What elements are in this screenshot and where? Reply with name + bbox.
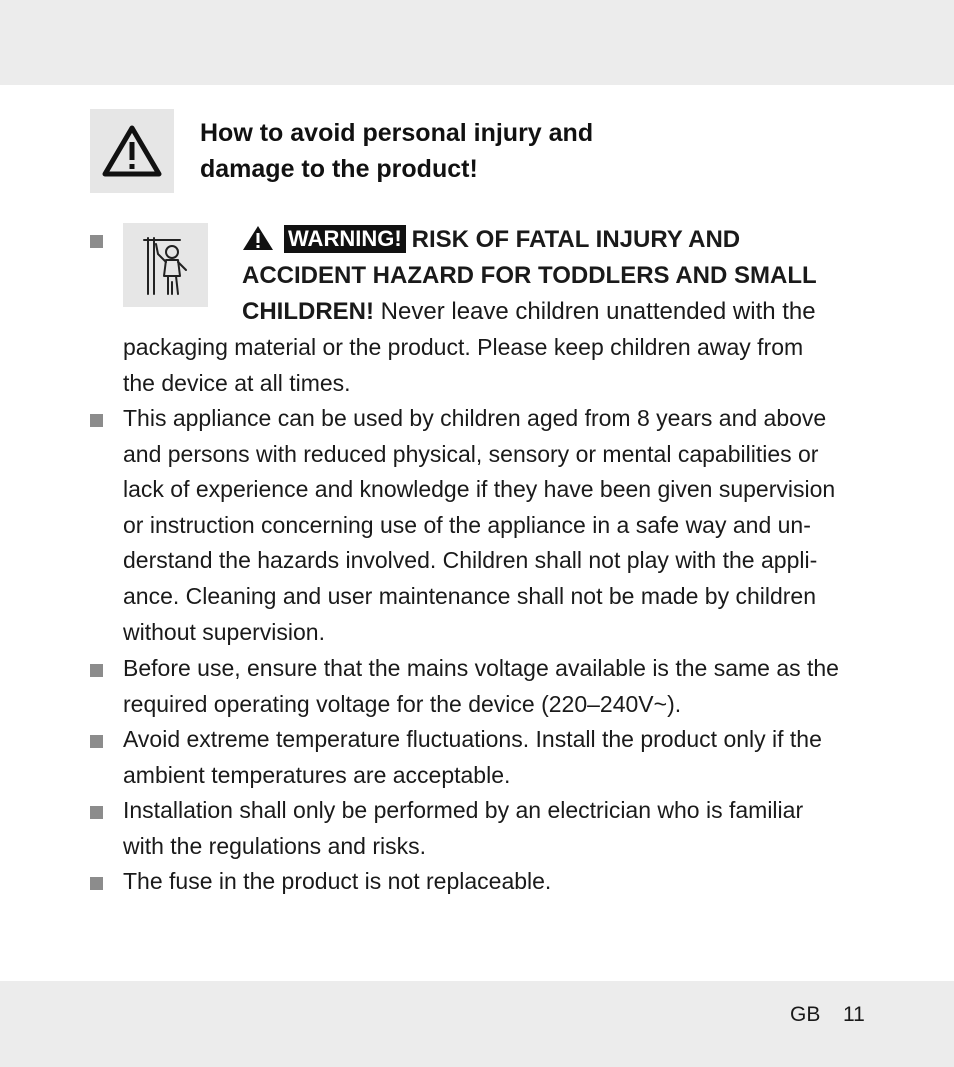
bullet-square (90, 877, 103, 890)
footer-language-code: GB (790, 1003, 821, 1026)
child-safety-icon-box (123, 223, 208, 307)
warning-badge: WARNING! (284, 225, 406, 253)
warning-icon-box (90, 109, 174, 193)
warning-heading-part-3: CHILDREN! (242, 298, 374, 325)
list-item-line: ambient temperatures are acceptable. (123, 761, 511, 788)
warning-line-1 (242, 222, 740, 258)
section-heading-line-2: damage to the product! (200, 155, 478, 183)
section-heading (200, 115, 760, 187)
list-item-line: lack of experience and knowledge if they have been given supervision (123, 476, 836, 503)
child-safety-icon (136, 232, 196, 298)
list-item-line: required operating voltage for the device (220–240V~). (123, 690, 682, 717)
warning-text-line: the device at all times. (123, 369, 351, 396)
list-item-line: Installation shall only be performed by an electrician who is familiar (123, 797, 804, 823)
list-item-line: and persons with reduced physical, sensory or mental capabilities or (123, 440, 819, 467)
warning-triangle-icon (101, 124, 163, 178)
list-item-line: derstand the hazards involved. Children shall not play with the appli- (123, 547, 818, 574)
header-band (0, 0, 954, 85)
list-item-line: This appliance can be used by children aged from 8 years and above (123, 405, 827, 431)
list-item (123, 864, 883, 900)
list-item-line: with the regulations and risks. (123, 832, 426, 859)
list-item (123, 651, 883, 722)
list-item-line: Avoid extreme temperature fluctuations. Install the product only if the (123, 726, 822, 752)
bullet-square (90, 664, 103, 677)
warning-text-line: packaging material or the product. Please keep children away from (123, 334, 804, 360)
list-item-line: Before use, ensure that the mains voltage available is the same as the (123, 655, 839, 681)
list-item-line: ance. Cleaning and user maintenance shall not be made by children (123, 582, 816, 609)
footer-page-number: 11 (843, 1003, 865, 1026)
list-item (123, 793, 883, 864)
bullet-square (90, 806, 103, 819)
warning-heading-part-2: ACCIDENT HAZARD FOR TODDLERS AND SMALL (242, 262, 817, 289)
section-heading-line-1: How to avoid personal injury and (200, 119, 594, 147)
warning-text-part-1: Never leave children unattended with the (374, 298, 816, 325)
list-item (123, 722, 883, 793)
bullet-square (90, 414, 103, 427)
warning-heading-part-1: RISK OF FATAL INJURY AND (411, 226, 741, 253)
list-item-line: without supervision. (123, 618, 325, 645)
bullet-square (90, 735, 103, 748)
list-item-line: The fuse in the product is not replaceable. (123, 868, 552, 894)
bullet-square (90, 235, 103, 248)
warning-triangle-icon (242, 225, 274, 251)
list-item (123, 401, 883, 650)
list-item-line: or instruction concerning use of the appliance in a safe way and un- (123, 511, 811, 538)
warning-text (123, 330, 883, 401)
warning-line-3 (242, 294, 816, 330)
